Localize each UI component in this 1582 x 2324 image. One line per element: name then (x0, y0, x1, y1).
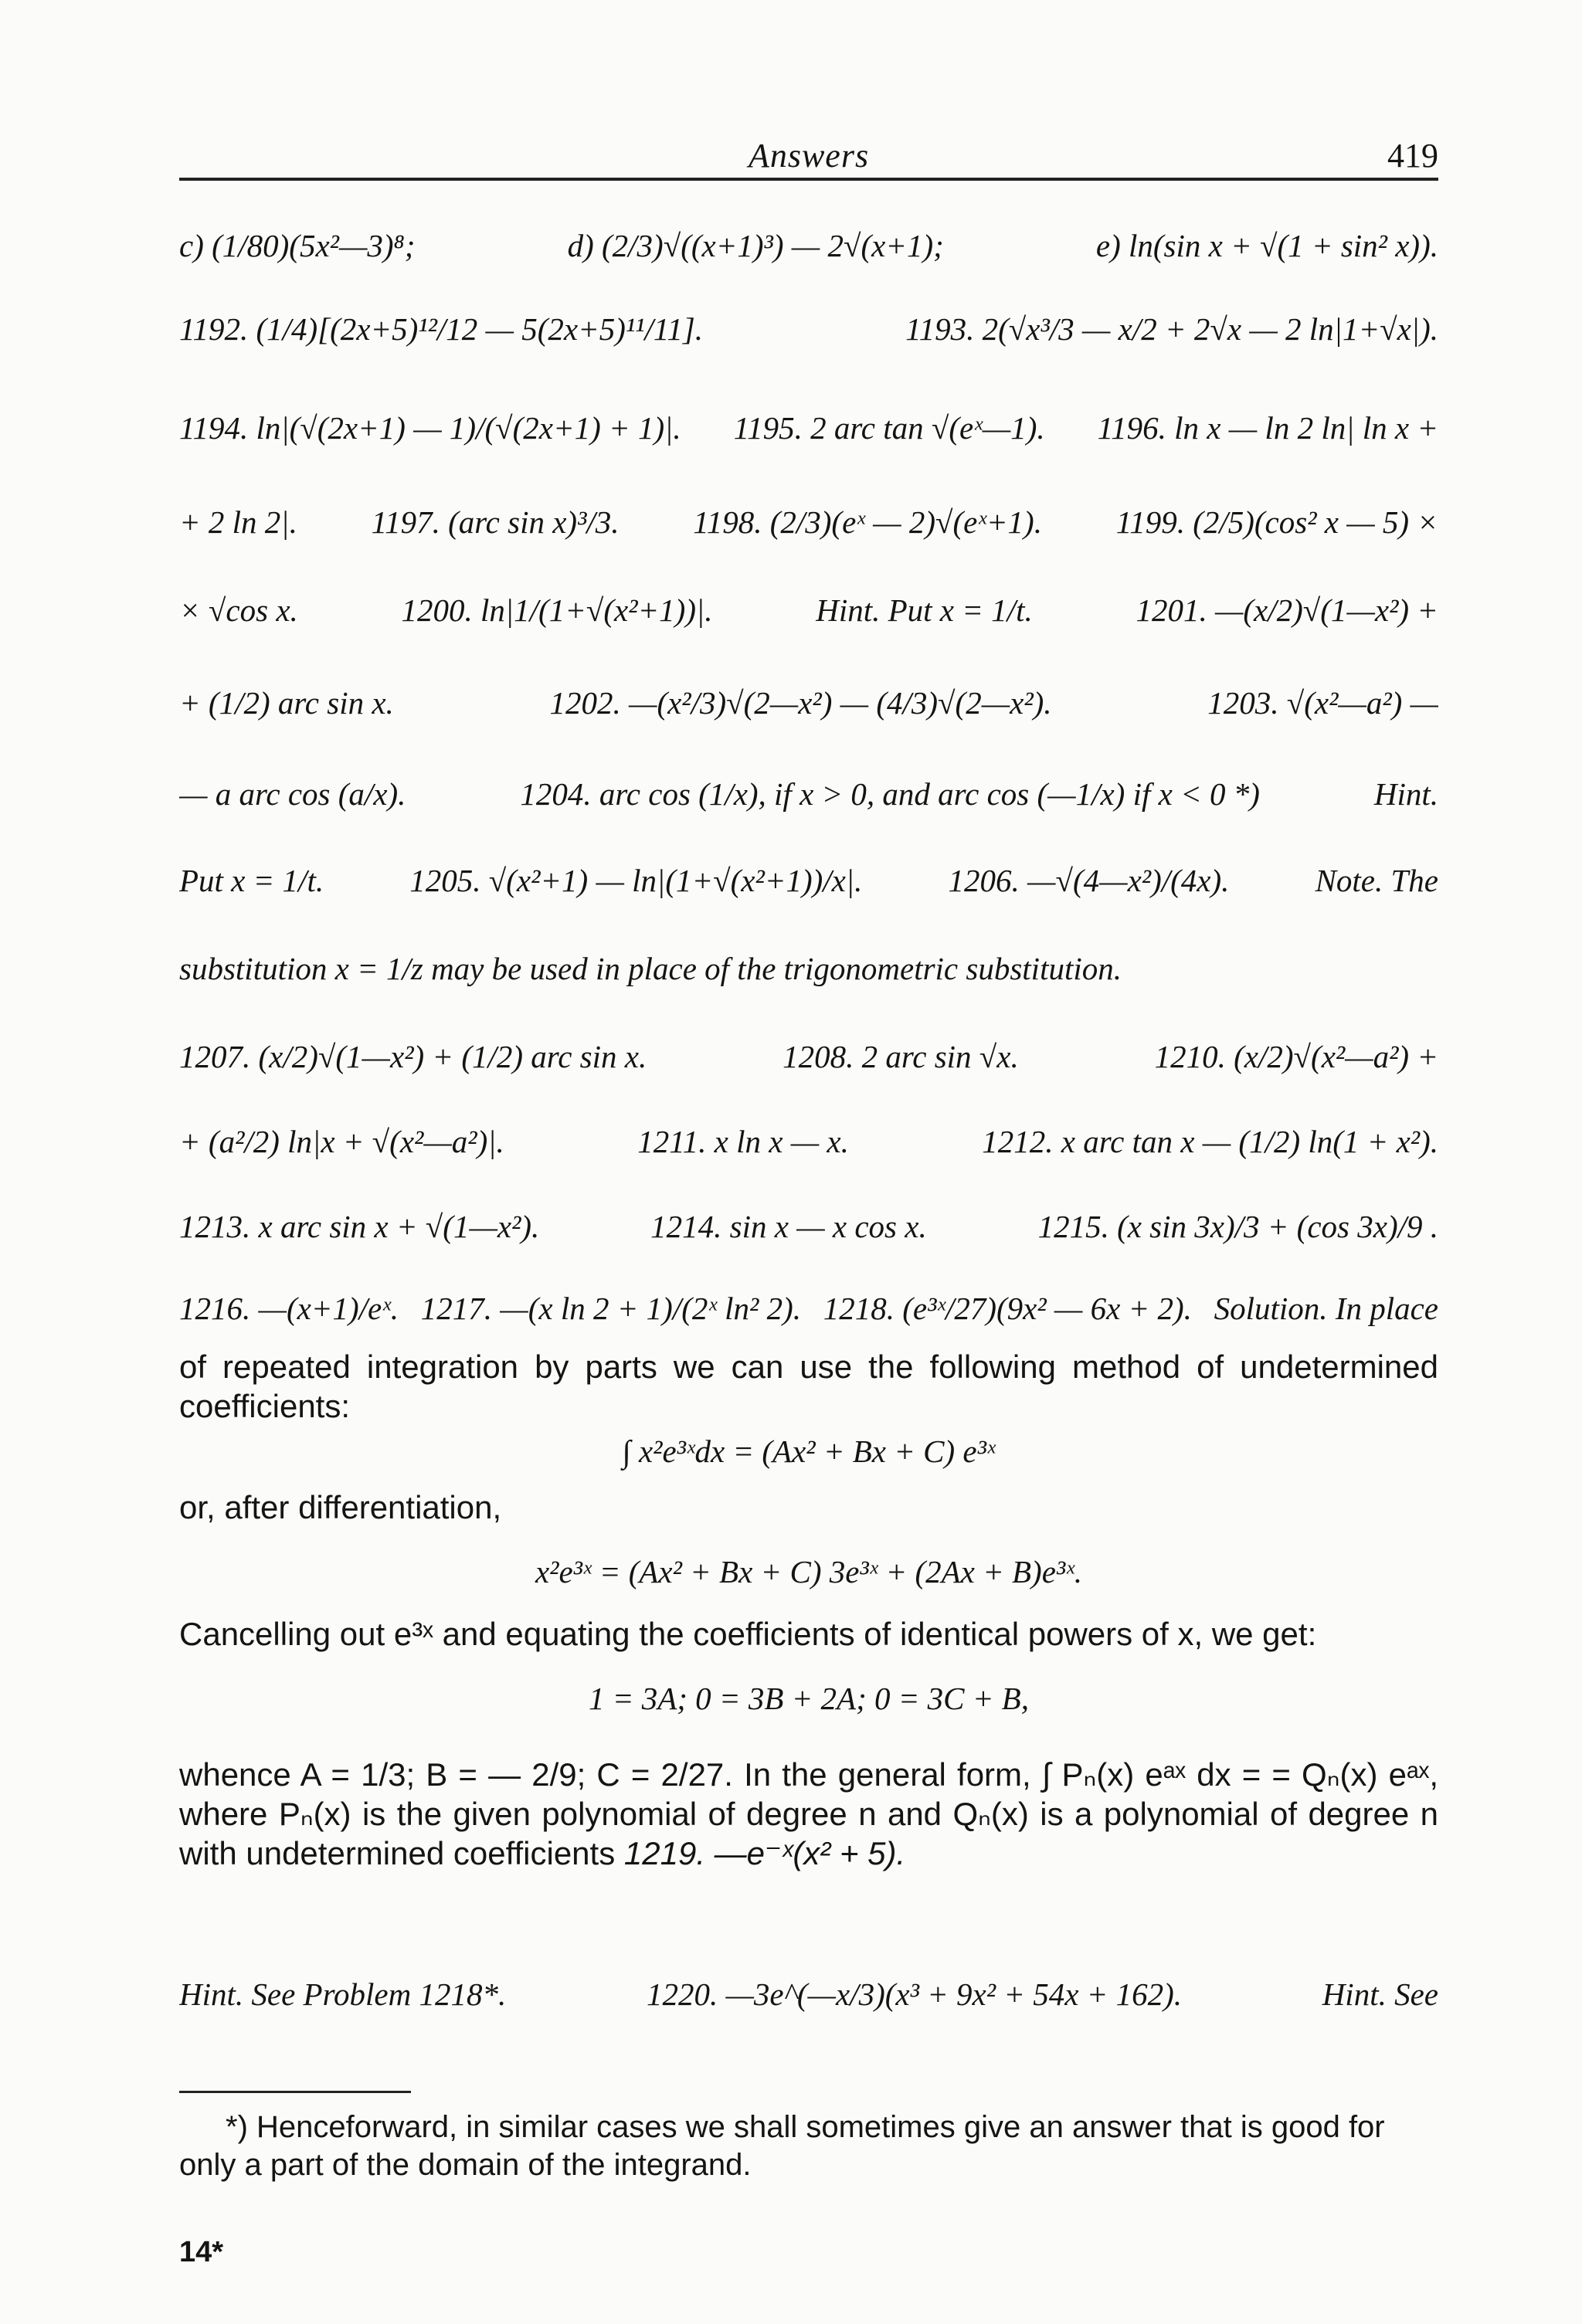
answer-line-last (179, 1957, 1438, 2031)
solution-paragraph-4 (179, 1755, 1438, 1874)
answer-fragment: substitution x = 1/z may be used in place of the trigonometric substitution. (179, 950, 1122, 986)
equation-3 (179, 1670, 1438, 1727)
running-header (179, 124, 1438, 181)
answer-line-9 (179, 931, 1438, 1006)
answer-fragment: d) (2/3)√((x+1)³) — 2√(x+1); (567, 227, 944, 263)
equation-2 (179, 1543, 1438, 1600)
answer-fragment: 1210. (x/2)√(x²—a²) + (1154, 1038, 1438, 1074)
answer-fragment: Hint. See Problem 1218*. (179, 1976, 507, 2012)
answer-fragment: + 2 ln 2|. (179, 504, 297, 540)
answer-fragment: c) (1/80)(5x²—3)⁸; (179, 227, 416, 263)
footnote (179, 2109, 1438, 2184)
answer-fragment: Note. The (1315, 862, 1438, 898)
answer-fragment: 1193. 2(√x³/3 — x/2 + 2√x — 2 ln|1+√x|). (905, 310, 1438, 347)
answer-fragment: 1194. ln|(√(2x+1) — 1)/(√(2x+1) + 1)|. (179, 409, 681, 446)
answer-fragment: 1203. √(x²—a²) — (1207, 684, 1438, 721)
answer-fragment: Solution. In place (1214, 1290, 1438, 1326)
answer-fragment: 1212. x arc tan x — (1/2) ln(1 + x²). (982, 1123, 1438, 1159)
general-form-text: whence A = 1/3; B = — 2/9; C = 2/27. In the general form, ∫ Pₙ(x) eᵃˣ dx = = Qₙ(x) eᵃˣ, where Pₙ(x) is the given polynomial of degree n and Qₙ(x) is a polynomial of degree n with undetermined coefficients (179, 1756, 1438, 1872)
answer-fragment: e) ln(sin x + √(1 + sin² x)). (1095, 227, 1438, 263)
answer-fragment: 1207. (x/2)√(1—x²) + (1/2) arc sin x. (179, 1038, 647, 1074)
answer-line-13 (179, 1271, 1438, 1345)
answer-fragment: + (1/2) arc sin x. (179, 684, 394, 721)
answer-fragment: 1200. ln|1/(1+√(x²+1))|. (401, 592, 713, 628)
solution-paragraph-2: or, after differentiation, (179, 1489, 502, 1525)
equation-text: x²e³ˣ = (Ax² + Bx + C) 3e³ˣ + (2Ax + B)e³ˣ. (535, 1553, 1083, 1589)
answer-fragment: + (a²/2) ln|x + √(x²—a²)|. (179, 1123, 504, 1159)
answer-fragment: 1211. x ln x — x. (637, 1123, 849, 1159)
answer-fragment: 1197. (arc sin x)³/3. (371, 504, 620, 540)
answer-line-4 (179, 485, 1438, 559)
answer-fragment: 1205. √(x²+1) — ln|(1+√(x²+1))/x|. (409, 862, 863, 898)
answer-line-6 (179, 666, 1438, 740)
answer-line-10 (179, 1020, 1438, 1094)
page-number: 419 (1387, 137, 1438, 175)
answer-fragment: Put x = 1/t. (179, 862, 324, 898)
equation-1 (179, 1423, 1438, 1480)
answer-fragment: Hint. (1373, 775, 1438, 812)
answer-line-1 (179, 209, 1438, 283)
solution-paragraph-3: Cancelling out e³ˣ and equating the coefficients of identical powers of x, we get: (179, 1616, 1317, 1652)
equation-text: 1 = 3A; 0 = 3B + 2A; 0 = 3C + B, (589, 1680, 1029, 1716)
answer-fragment: 1216. —(x+1)/eˣ. (179, 1290, 399, 1326)
answer-1219: 1219. —e⁻ˣ(x² + 5). (623, 1835, 906, 1872)
answer-line-12 (179, 1189, 1438, 1264)
answer-fragment: 1204. arc cos (1/x), if x > 0, and arc cos (—1/x) if x < 0 *) (520, 775, 1260, 812)
answer-fragment: 1201. —(x/2)√(1—x²) + (1136, 592, 1438, 628)
answer-fragment: 1208. 2 arc sin √x. (783, 1038, 1019, 1074)
answer-line-7 (179, 757, 1438, 831)
answer-line-2 (179, 292, 1438, 366)
signature-mark: 14* (179, 2236, 224, 2268)
footnote-rule (179, 2091, 411, 2093)
answer-fragment: 1217. —(x ln 2 + 1)/(2ˣ ln² 2). (420, 1290, 802, 1326)
answer-fragment: 1206. —√(4—x²)/(4x). (948, 862, 1230, 898)
answer-fragment: 1195. 2 arc tan √(eˣ—1). (733, 409, 1045, 446)
answer-fragment: 1220. —3e^(—x/3)(x³ + 9x² + 54x + 162). (646, 1976, 1182, 2012)
answer-fragment: — a arc cos (a/x). (179, 775, 406, 812)
answer-fragment: 1202. —(x²/3)√(2—x²) — (4/3)√(2—x²). (549, 684, 1052, 721)
answer-fragment: 1213. x arc sin x + √(1—x²). (179, 1208, 540, 1244)
equation-text: ∫ x²e³ˣdx = (Ax² + Bx + C) e³ˣ (622, 1433, 996, 1469)
answer-fragment: Hint. See (1322, 1976, 1438, 2012)
answer-line-3 (179, 391, 1438, 465)
answer-fragment: 1214. sin x — x cos x. (650, 1208, 927, 1244)
footnote-text: *) Henceforward, in similar cases we shall sometimes give an answer that is good for only a part of the domain of the integrand. (179, 2110, 1385, 2182)
solution-paragraph-1: of repeated integration by parts we can use the following method of undetermined coefficients: (179, 1349, 1438, 1425)
answer-fragment: 1198. (2/3)(eˣ — 2)√(eˣ+1). (693, 504, 1042, 540)
running-title: Answers (748, 137, 870, 175)
answer-fragment: 1218. (e³ˣ/27)(9x² — 6x + 2). (823, 1290, 1192, 1326)
answer-fragment: × √cos x. (179, 592, 298, 628)
answer-fragment: Hint. Put x = 1/t. (816, 592, 1033, 628)
answer-fragment: 1192. (1/4)[(2x+5)¹²/12 — 5(2x+5)¹¹/11]. (179, 310, 704, 347)
answer-line-5 (179, 573, 1438, 647)
answer-line-8 (179, 843, 1438, 918)
answer-fragment: 1215. (x sin 3x)/3 + (cos 3x)/9 . (1037, 1208, 1438, 1244)
answer-fragment: 1196. ln x — ln 2 ln| ln x + (1097, 409, 1438, 446)
answer-fragment: 1199. (2/5)(cos² x — 5) × (1115, 504, 1438, 540)
answer-line-11 (179, 1104, 1438, 1179)
